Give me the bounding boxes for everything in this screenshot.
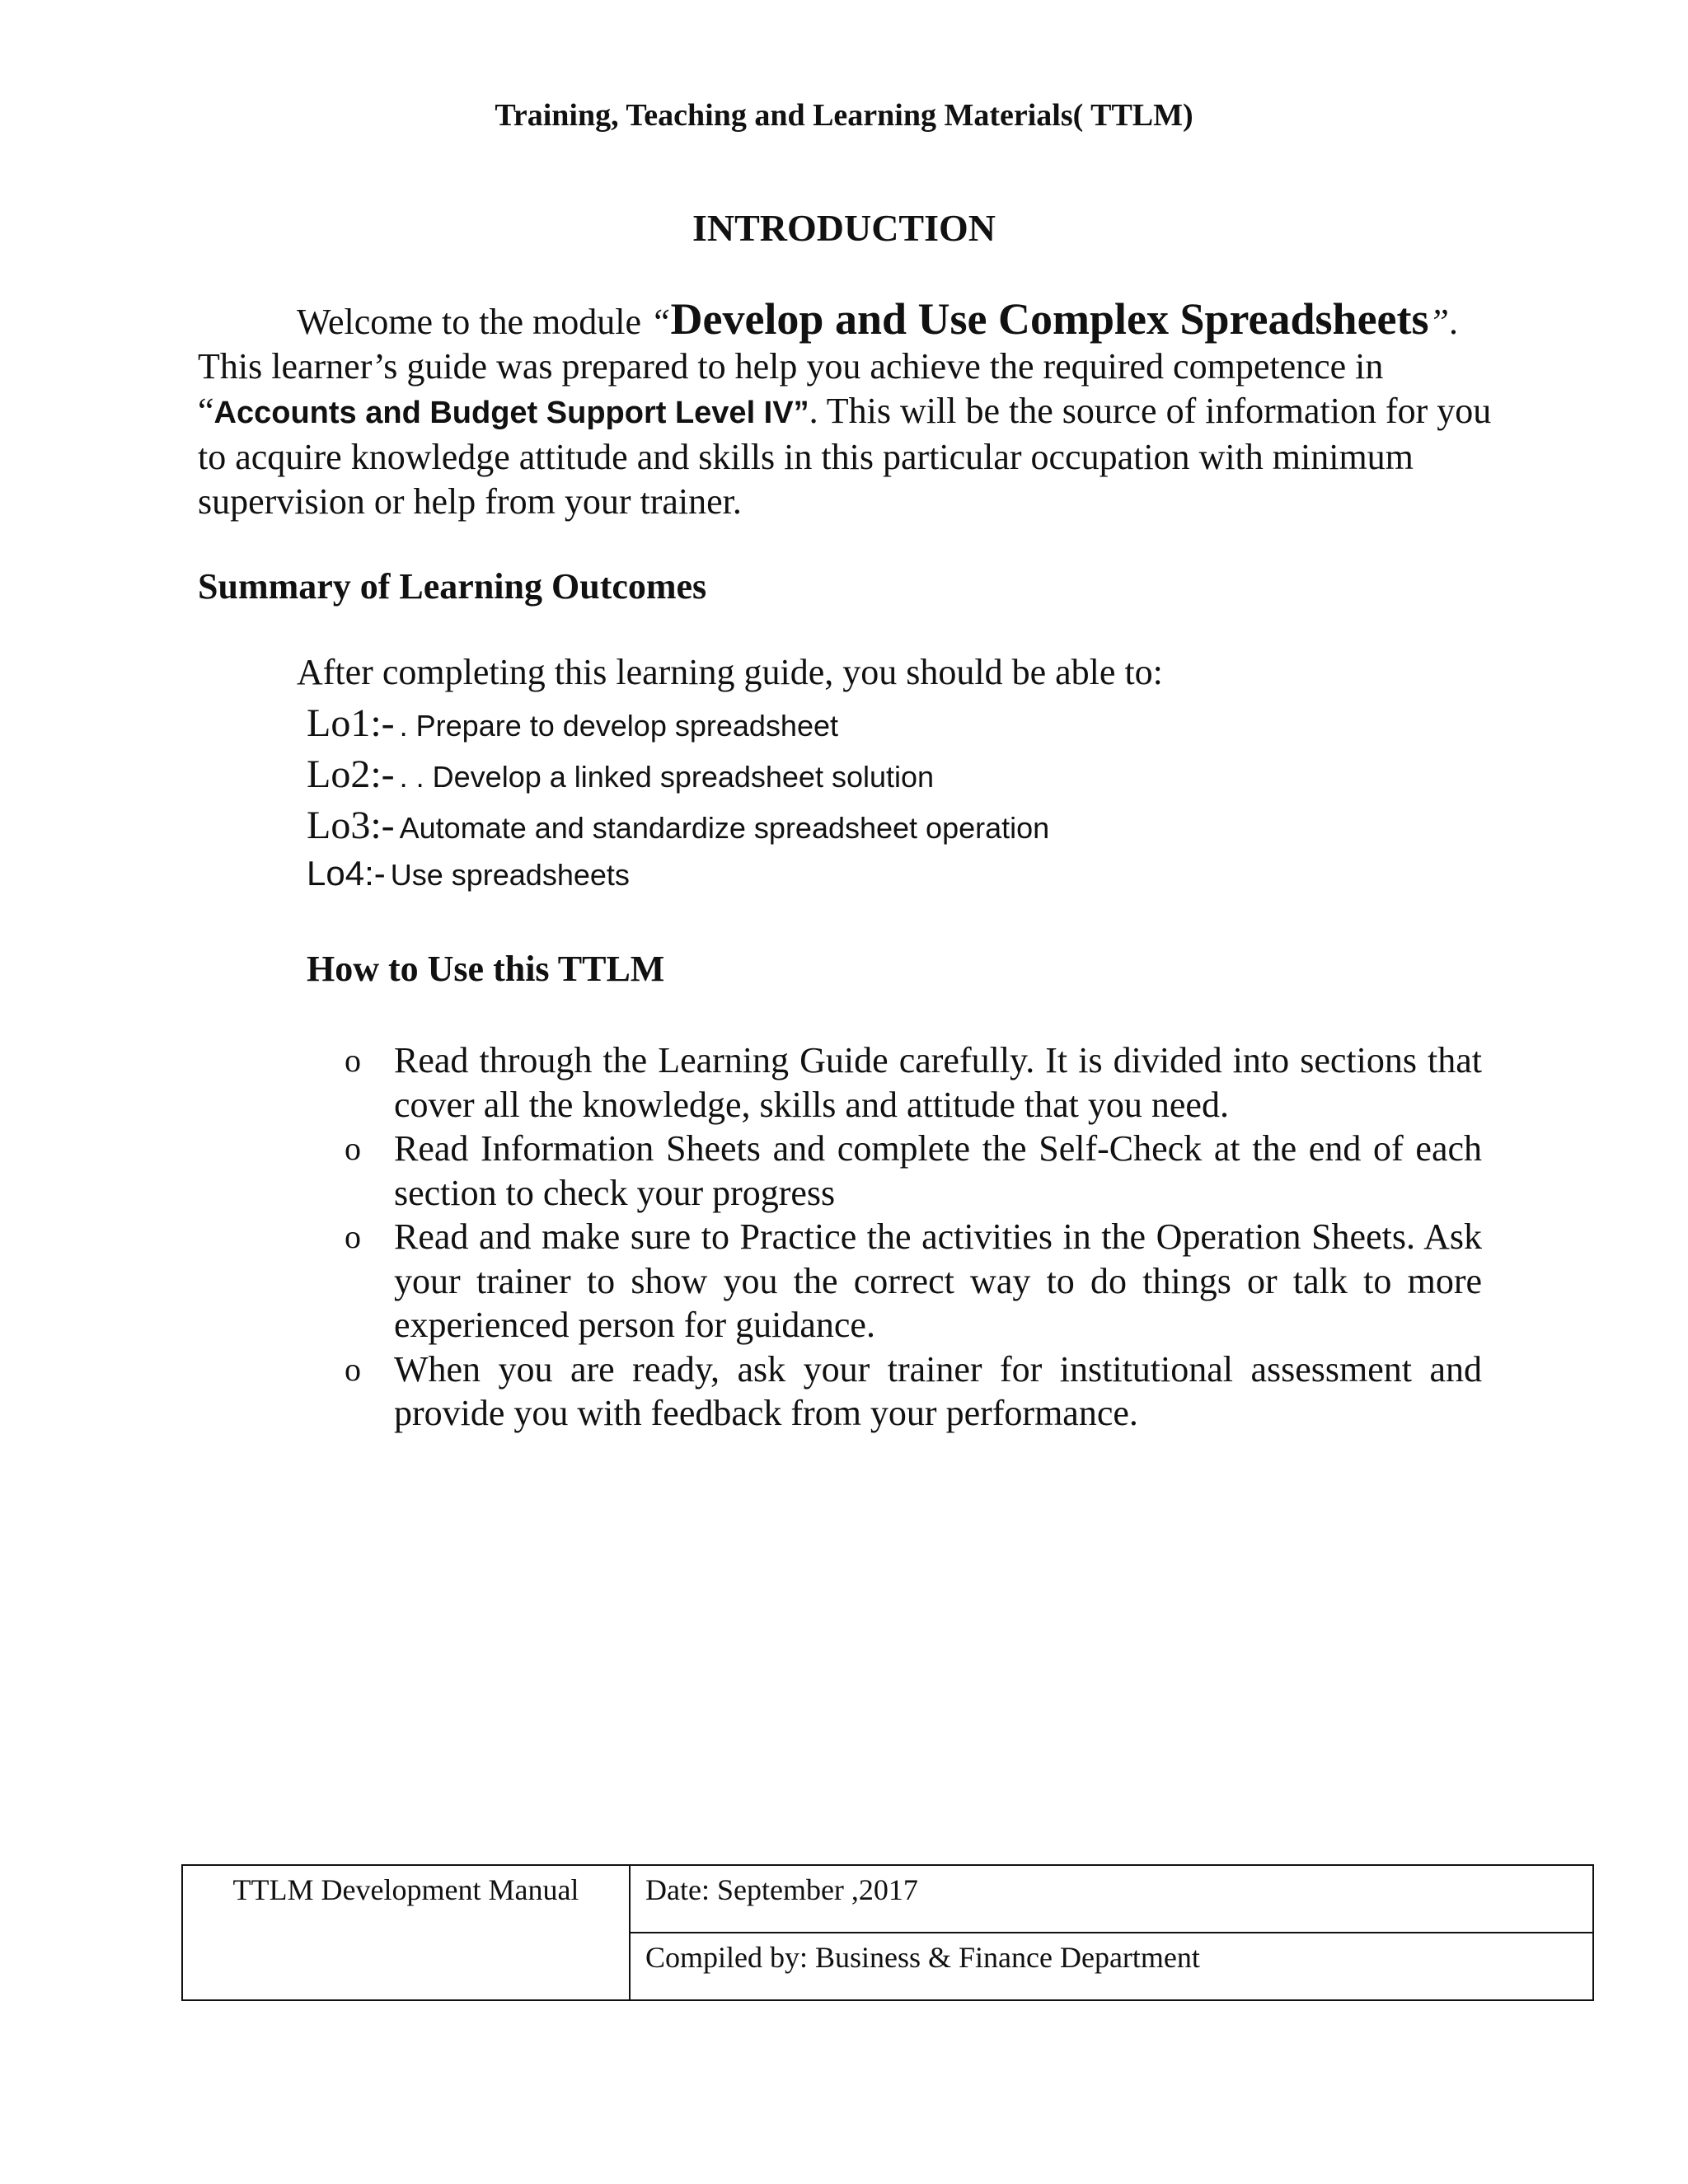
list-item bbox=[345, 1347, 1482, 1436]
list-item bbox=[345, 1215, 1482, 1347]
list-item bbox=[345, 1038, 1482, 1127]
intro-paragraph bbox=[198, 294, 1492, 524]
close-quote: ” bbox=[1428, 302, 1449, 342]
list-item-text: Read and make sure to Practice the activities in the Operation Sheets. Ask your trainer to show you the correct way to do things or talk to more experienced person for guidance. bbox=[394, 1216, 1482, 1345]
intro-body bbox=[198, 344, 1492, 524]
outcome-text: Use spreadsheets bbox=[390, 858, 630, 892]
guide-text: This learner’s guide was prepared to help you achieve the required competence in bbox=[198, 346, 1384, 387]
occupation-open-quote: “ bbox=[198, 391, 214, 431]
document-header-title: Training, Teaching and Learning Materials( TTLM) bbox=[495, 98, 1193, 133]
outcome-text: . Prepare to develop spreadsheet bbox=[399, 709, 838, 743]
list-item-text: Read Information Sheets and complete the Self-Check at the end of each section to check your progress bbox=[394, 1128, 1482, 1213]
occupation-name: Accounts and Budget Support Level IV” bbox=[213, 396, 809, 430]
source-text: . This will be the source of information for you to acquire knowledge attitude and skills in this particular occupation with minimum supervision or help from your trainer. bbox=[198, 391, 1492, 522]
bullet-circle-icon: o bbox=[345, 1130, 361, 1167]
footer-manual-cell bbox=[182, 1865, 630, 2000]
outcome-code: Lo1:- bbox=[307, 701, 395, 745]
footer-compiled-cell bbox=[630, 1933, 1593, 2000]
outcome-code: Lo2:- bbox=[307, 752, 395, 796]
footer-manual: TTLM Development Manual bbox=[232, 1873, 579, 1906]
list-item-text: When you are ready, ask your trainer for institutional assessment and provide you with feedback from your performance. bbox=[394, 1348, 1482, 1433]
footer-date-cell bbox=[630, 1865, 1593, 1933]
footer-compiled-by: Compiled by: Business & Finance Department bbox=[645, 1941, 1200, 1974]
learning-outcomes-list bbox=[307, 701, 1543, 905]
bullet-circle-icon: o bbox=[345, 1218, 361, 1255]
how-to-list bbox=[345, 1038, 1482, 1436]
intro-first-line bbox=[198, 294, 1492, 344]
bullet-circle-icon: o bbox=[345, 1350, 361, 1388]
outcome-code: Lo3:- bbox=[307, 804, 395, 847]
footer-date: Date: September ,2017 bbox=[645, 1873, 918, 1906]
learning-outcome-2 bbox=[307, 752, 1543, 803]
list-item-text: Read through the Learning Guide carefully. It is divided into sections that cover all the knowledge, skills and attitude that you need. bbox=[394, 1040, 1482, 1125]
how-to-heading: How to Use this TTLM bbox=[307, 949, 665, 989]
intro-period: . bbox=[1449, 302, 1458, 342]
learning-outcome-1 bbox=[307, 701, 1543, 752]
list-item bbox=[345, 1127, 1482, 1215]
outcome-code: Lo4:- bbox=[307, 854, 386, 893]
outcome-text: Automate and standardize spreadsheet operation bbox=[399, 811, 1050, 845]
learning-outcome-4 bbox=[307, 854, 1543, 905]
footer-table bbox=[181, 1864, 1594, 2001]
summary-intro: After completing this learning guide, you should be able to: bbox=[297, 652, 1163, 692]
learning-outcome-3 bbox=[307, 803, 1543, 854]
section-title: INTRODUCTION bbox=[692, 207, 996, 249]
summary-heading: Summary of Learning Outcomes bbox=[198, 566, 707, 607]
outcome-text: . . Develop a linked spreadsheet solution bbox=[399, 760, 935, 794]
open-quote: “ bbox=[650, 302, 671, 342]
bullet-circle-icon: o bbox=[345, 1042, 361, 1079]
module-name: Develop and Use Complex Spreadsheets bbox=[670, 294, 1429, 344]
welcome-prefix: Welcome to the module bbox=[297, 302, 650, 342]
